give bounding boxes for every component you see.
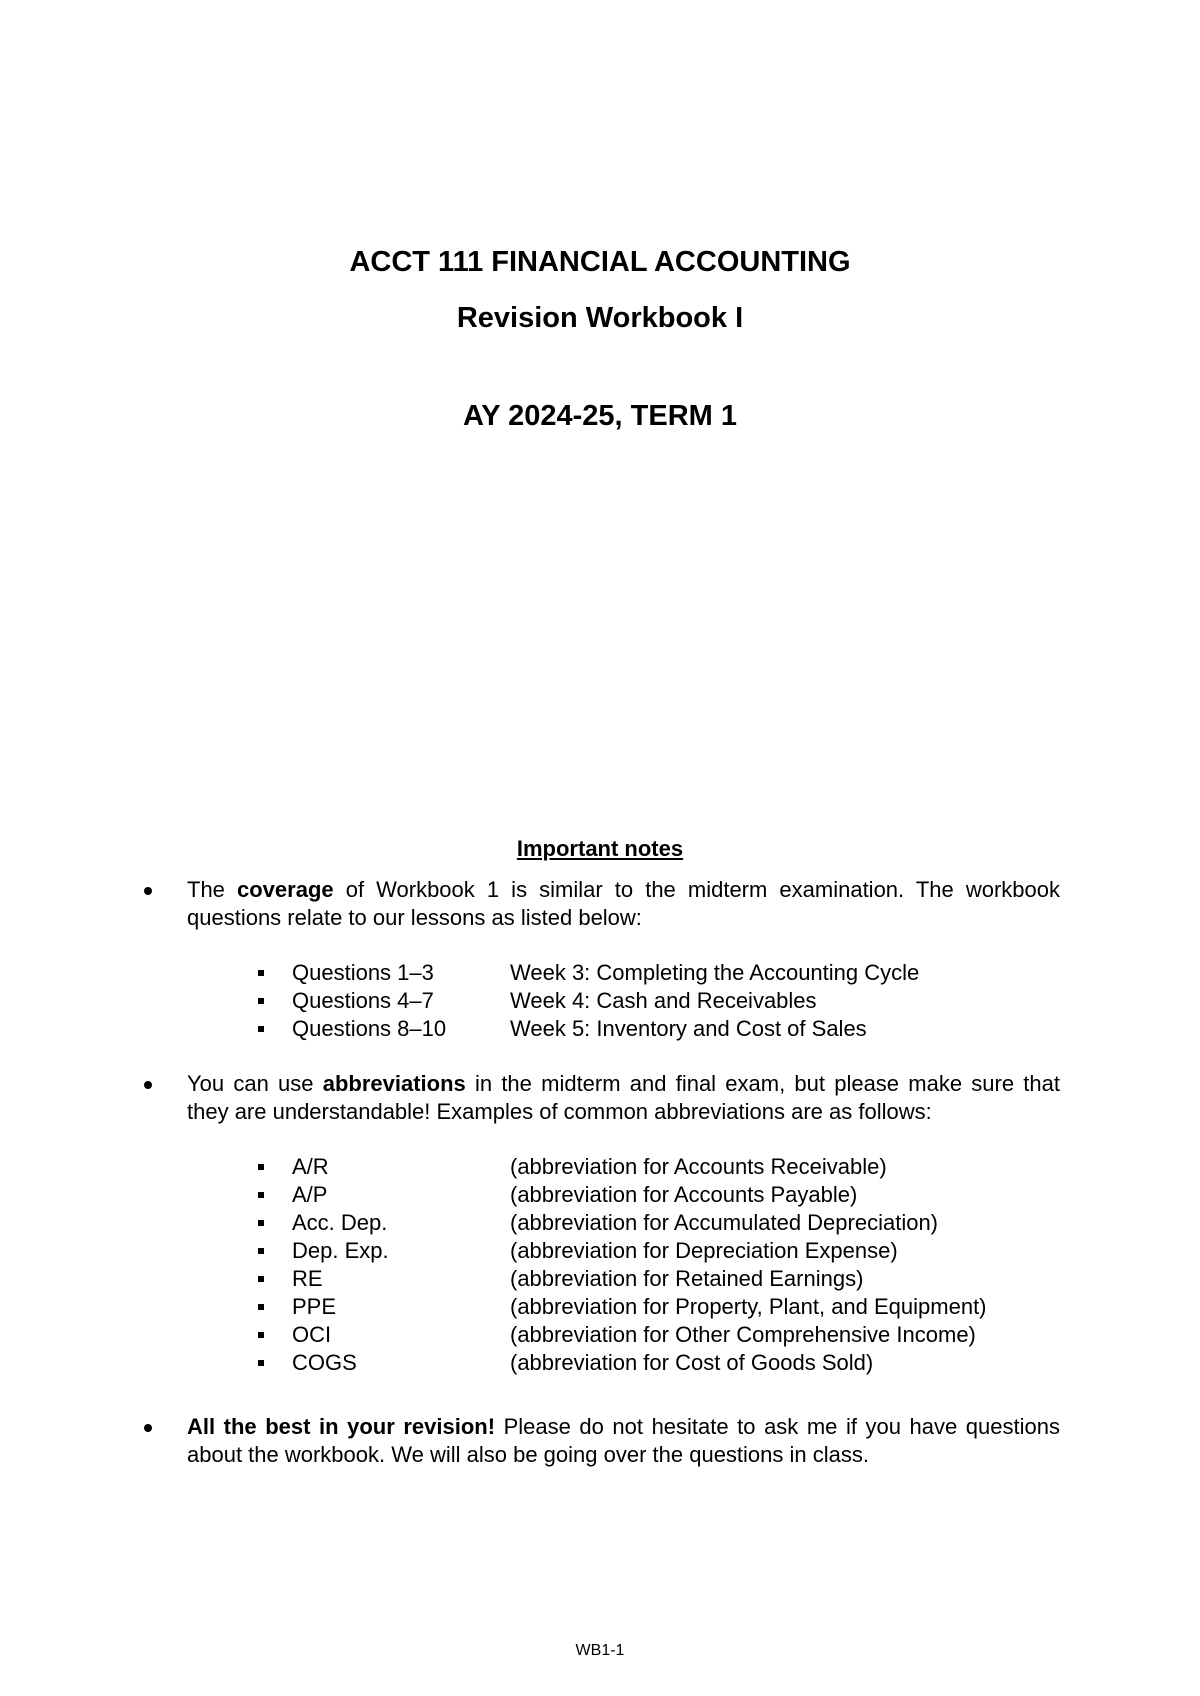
abbreviations-text <box>187 1070 1060 1126</box>
list-item <box>252 1349 1112 1377</box>
list-item <box>252 1015 1112 1043</box>
question-range: Questions 8–10 <box>292 1016 447 1041</box>
coverage-bold: coverage <box>237 877 334 902</box>
abbreviation: OCI <box>292 1322 332 1347</box>
term-title: AY 2024-25, TERM 1 <box>462 400 738 432</box>
list-item <box>252 1181 1112 1209</box>
coverage-pre: The <box>187 877 237 902</box>
abbreviation-meaning: (abbreviation for Accounts Payable) <box>510 1182 858 1207</box>
abbreviation: Dep. Exp. <box>292 1238 389 1263</box>
lesson-topic: Week 5: Inventory and Cost of Sales <box>510 1016 867 1041</box>
abbreviation-meaning: (abbreviation for Cost of Goods Sold) <box>510 1350 874 1375</box>
abbreviation-meaning: (abbreviation for Other Comprehensive Income) <box>510 1322 976 1347</box>
abbreviation-meaning: (abbreviation for Depreciation Expense) <box>510 1238 898 1263</box>
abbreviation: Acc. Dep. <box>292 1210 388 1235</box>
coverage-note <box>140 876 1060 932</box>
bullet-dot <box>144 887 152 895</box>
closing-post: Please do not hesitate to ask me if you have questions about the workbook. We will also be going over the questions in class. <box>187 1414 1060 1467</box>
list-item <box>252 959 1112 987</box>
list-item <box>252 1209 1112 1237</box>
coverage-list <box>252 959 1112 1043</box>
page-number: WB1-1 <box>575 1642 625 1659</box>
course-title: ACCT 111 FINANCIAL ACCOUNTING <box>349 246 851 278</box>
abbreviation-meaning: (abbreviation for Property, Plant, and Equipment) <box>510 1294 987 1319</box>
square-bullet <box>258 1360 264 1366</box>
square-bullet <box>258 1192 264 1198</box>
lesson-topic: Week 4: Cash and Receivables <box>510 988 817 1013</box>
square-bullet <box>258 1220 264 1226</box>
list-item <box>252 1293 1112 1321</box>
square-bullet <box>258 970 264 976</box>
abbreviations-note <box>140 1070 1060 1126</box>
abbreviation: PPE <box>292 1294 337 1319</box>
question-range: Questions 4–7 <box>292 988 434 1013</box>
closing-note <box>140 1413 1060 1469</box>
list-item <box>252 1153 1112 1181</box>
abbreviation: A/P <box>292 1182 328 1207</box>
coverage-text <box>187 876 1060 932</box>
workbook-title: Revision Workbook I <box>456 302 744 334</box>
bullet-dot <box>144 1081 152 1089</box>
closing-text <box>187 1413 1060 1469</box>
lesson-topic: Week 3: Completing the Accounting Cycle <box>510 960 920 985</box>
square-bullet <box>258 1026 264 1032</box>
abbreviations-bold: abbreviations <box>322 1071 466 1096</box>
abbreviation-meaning: (abbreviation for Retained Earnings) <box>510 1266 864 1291</box>
square-bullet <box>258 1304 264 1310</box>
square-bullet <box>258 998 264 1004</box>
abbreviation-meaning: (abbreviation for Accounts Receivable) <box>510 1154 887 1179</box>
notes-heading: Important notes <box>516 836 684 861</box>
question-range: Questions 1–3 <box>292 960 434 985</box>
abbreviation: RE <box>292 1266 323 1291</box>
abbreviations-pre: You can use <box>187 1071 323 1096</box>
abbreviation-list <box>252 1153 1112 1377</box>
abbreviations-post: in the midterm and final exam, but please make sure that they are understandable! Examples of common abbreviations are as follows: <box>187 1071 1060 1124</box>
list-item <box>252 1237 1112 1265</box>
square-bullet <box>258 1276 264 1282</box>
abbreviation: COGS <box>292 1350 357 1375</box>
closing-bold: All the best in your revision! <box>187 1414 496 1439</box>
abbreviation: A/R <box>292 1154 329 1179</box>
list-item <box>252 1265 1112 1293</box>
square-bullet <box>258 1332 264 1338</box>
coverage-post: of Workbook 1 is similar to the midterm examination. The workbook questions relate to our lessons as listed below: <box>187 877 1060 930</box>
abbreviation-meaning: (abbreviation for Accumulated Depreciation) <box>510 1210 939 1235</box>
list-item <box>252 987 1112 1015</box>
bullet-dot <box>144 1424 152 1432</box>
square-bullet <box>258 1248 264 1254</box>
square-bullet <box>258 1164 264 1170</box>
list-item <box>252 1321 1112 1349</box>
